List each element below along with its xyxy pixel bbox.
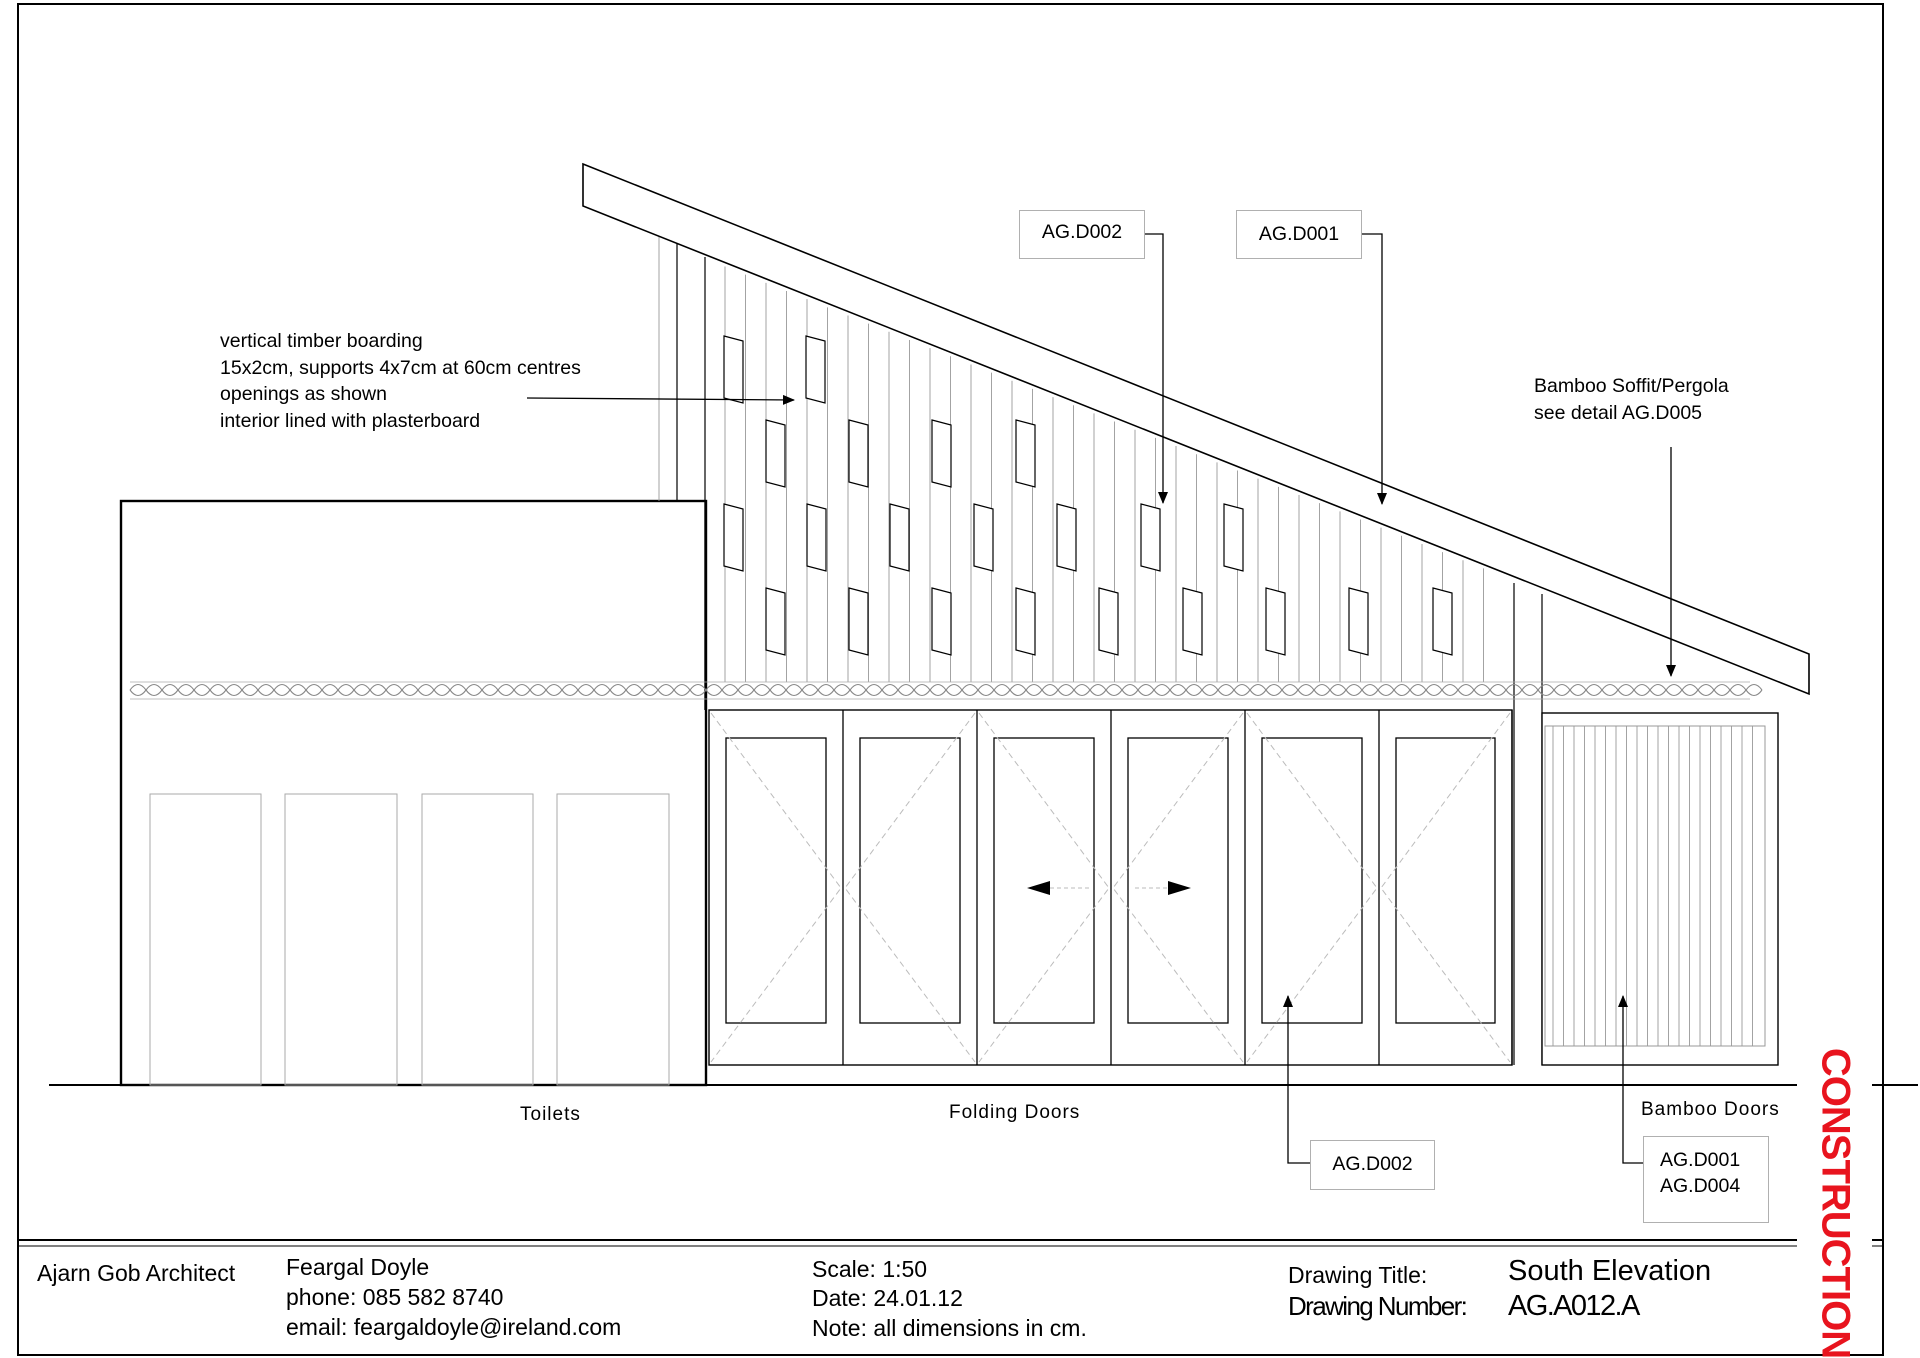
- bamboo-doors: [1542, 713, 1778, 1065]
- contact-phone: phone: 085 582 8740: [286, 1284, 504, 1310]
- scale-text: Scale: 1:50: [812, 1256, 928, 1282]
- ref-tag-top-right: AG.D001: [1236, 210, 1362, 259]
- contact-name: Feargal Doyle: [286, 1254, 430, 1280]
- drawing-number-label: Drawing Number:: [1288, 1291, 1467, 1321]
- caption-toilets: Toilets: [520, 1104, 581, 1125]
- drawing-title-label: Drawing Title:: [1288, 1262, 1428, 1288]
- construction-stamp-text: CONSTRUCTION: [1813, 1047, 1857, 1358]
- ref-tag-bottom-bamboo: [1643, 1136, 1769, 1223]
- folding-doors: [709, 710, 1512, 1065]
- timber-boarding-wall: [659, 230, 1484, 710]
- firm-name: Ajarn Gob Architect: [37, 1260, 236, 1286]
- timber-note-line-1: vertical timber boarding: [220, 330, 423, 352]
- ref-tag-bottom-doors: AG.D002: [1310, 1140, 1435, 1190]
- drawing-title: South Elevation: [1508, 1255, 1712, 1287]
- ref-tag-bamboo-line-2: AG.D004: [1660, 1175, 1741, 1197]
- contact-email: email: feargaldoyle@ireland.com: [286, 1314, 622, 1340]
- bamboo-soffit-note-line-1: Bamboo Soffit/Pergola: [1534, 375, 1729, 397]
- timber-note-line-3: openings as shown: [220, 383, 387, 405]
- toilet-block: [121, 501, 706, 1085]
- construction-stamp: [1797, 1047, 1872, 1358]
- timber-note-line-4: interior lined with plasterboard: [220, 409, 481, 432]
- ref-tag-bamboo-line-1: AG.D001: [1660, 1149, 1741, 1171]
- timber-note-line-2: 15x2cm, supports 4x7cm at 60cm centres: [220, 356, 581, 379]
- caption-bamboo-doors: Bamboo Doors: [1641, 1099, 1780, 1120]
- dimension-note: Note: all dimensions in cm.: [812, 1315, 1087, 1341]
- ref-tag-top-left: AG.D002: [1019, 210, 1145, 259]
- date-text: Date: 24.01.12: [812, 1285, 963, 1311]
- drawing-number: AG.A012.A: [1508, 1290, 1639, 1322]
- timber-note: [220, 328, 581, 434]
- caption-folding-doors: Folding Doors: [949, 1102, 1081, 1123]
- bamboo-soffit-note: [1534, 373, 1729, 426]
- bamboo-soffit-note-line-2: see detail AG.D005: [1534, 401, 1703, 424]
